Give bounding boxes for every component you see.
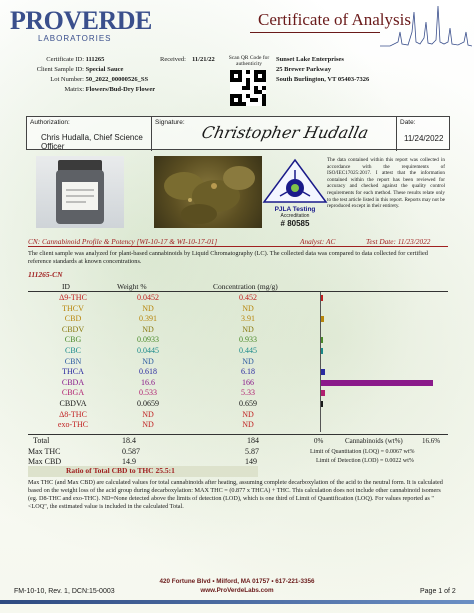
footer-website[interactable]: www.ProVerdeLabs.com xyxy=(200,587,274,594)
cannabinoid-id: CBC xyxy=(64,346,81,355)
calculation-notes: Max THC (and Max CBD) are calculated values for total cannabinoids after heating, assuming complete decarboxylation of the acid to the neutral form. It is calculated based on the weight loss of the acid group during decarboxylation: MAX THC = (0.877 x THCA) + THC. This calculation does not include other cannabinoid isomers (eg. D8-THC and exo-THC). ND=None detected above the limits of detection (LOD), which is one third of Limit of Quantification (LOQ). For values reported as "<LOQ", the estimated value is included in the calculated Total. xyxy=(28,479,443,510)
section-rule xyxy=(28,246,448,247)
table-row xyxy=(28,325,328,336)
form-id: FM-10-10, Rev. 1, DCN:15-0003 xyxy=(14,588,115,595)
table-row xyxy=(28,314,328,325)
chart-cannabinoids-label: Cannabinoids (wt%) xyxy=(345,437,403,445)
cannabinoid-id: CBD xyxy=(64,314,82,324)
cannabinoid-id: Δ8-THC xyxy=(59,409,87,419)
cannabinoid-bar xyxy=(321,380,433,386)
max-thc-weight: 0.587 xyxy=(122,447,140,456)
authorization-label: Authorization: xyxy=(30,119,70,126)
cannabinoid-bar xyxy=(321,337,323,343)
table-header-rule xyxy=(28,291,448,292)
date-cell xyxy=(397,117,451,151)
qr-code-icon[interactable] xyxy=(230,70,266,106)
signature-label: Signature: xyxy=(155,119,185,126)
pjla-triangle-icon xyxy=(262,158,328,204)
table-row xyxy=(28,410,328,421)
cannabinoid-concentration: ND xyxy=(242,303,254,313)
cannabinoid-concentration: 166 xyxy=(242,377,254,387)
sample-jar-photo xyxy=(36,156,124,228)
max-cbd-concentration: 149 xyxy=(245,457,257,466)
col-header-weight: Weight % xyxy=(117,282,147,291)
total-concentration: 184 xyxy=(247,436,259,445)
logo-sub-text: LABORATORIES xyxy=(38,34,112,43)
received-date: 11/21/22 xyxy=(192,56,215,63)
cannabinoid-bar xyxy=(321,369,325,375)
cannabinoid-bar xyxy=(321,295,323,301)
chart-zero-label: 0% xyxy=(314,437,324,445)
cannabinoid-id: exo-THC xyxy=(57,420,89,430)
table-row xyxy=(28,346,328,357)
table-row xyxy=(28,304,328,315)
max-thc-label: Max THC xyxy=(28,447,61,456)
cannabinoid-bar xyxy=(321,316,324,322)
signature-cell xyxy=(152,117,397,151)
section-title: CN: Cannabinoid Profile & Potency [WI-10-17 & WI-10-17-01] xyxy=(28,237,218,246)
cannabinoid-weight: ND xyxy=(142,356,154,366)
table-row xyxy=(28,378,328,389)
cannabinoid-weight: ND xyxy=(142,409,154,419)
table-row xyxy=(28,420,328,431)
cannabinoid-bar xyxy=(321,348,323,354)
logo-main-text: PROVERDE xyxy=(10,6,152,35)
page-number: Page 1 of 2 xyxy=(420,588,456,595)
cannabinoid-concentration: ND xyxy=(242,356,254,366)
certificate-id: 111265 xyxy=(85,56,105,63)
cbd-thc-ratio: Ratio of Total CBD to THC 25.5:1 xyxy=(28,466,258,477)
total-weight: 18.4 xyxy=(122,436,136,445)
cannabinoid-id: CBN xyxy=(64,356,82,366)
chromatogram-icon xyxy=(380,2,472,48)
table-row xyxy=(28,388,328,399)
cannabinoid-id: CBDA xyxy=(61,377,85,387)
cannabinoid-weight: 0.0452 xyxy=(137,293,159,302)
header xyxy=(0,0,474,50)
bud-image xyxy=(154,156,262,228)
analyst: Analyst: AC xyxy=(300,237,336,246)
table-row xyxy=(28,335,328,346)
client-name: Sunset Lake Enterprises xyxy=(276,56,344,63)
test-date: Test Date: 11/23/2022 xyxy=(366,237,431,246)
pjla-accreditation-logo xyxy=(262,158,328,228)
lot-number: 50_2022_00000526_SS xyxy=(85,76,149,83)
table-row xyxy=(28,399,328,410)
cannabinoid-weight: 16.6 xyxy=(141,377,155,387)
loq-label: Limit of Quantitation (LOQ) = 0.0067 wt% xyxy=(310,449,415,455)
accreditation-statement: The data contained within this report was collected in accordance with the requirements of ISO/IEC17025:2017. I attest that the information contained within the report has been reviewed for accuracy and checked against the quality control requirements for each method. These results relate only to the test article listed in this report. Reports may not be reproduced except in their entirety. xyxy=(327,157,445,210)
document-title: Certificate of Analysis xyxy=(258,10,411,29)
cannabinoid-id: CBG xyxy=(64,335,82,345)
cannabinoid-weight: 0.0445 xyxy=(137,346,159,355)
footer-color-bar xyxy=(0,600,474,604)
cannabinoid-concentration: 5.33 xyxy=(241,388,255,398)
col-header-id: ID xyxy=(62,282,70,291)
cannabinoid-concentration: 0.933 xyxy=(239,335,257,345)
cannabinoid-id: CBDVA xyxy=(59,399,87,408)
table-row xyxy=(28,357,328,368)
client-city: South Burlington, VT 05403-7326 xyxy=(276,76,370,83)
cannabinoid-concentration: ND xyxy=(242,409,254,419)
proverde-logo xyxy=(10,8,160,48)
matrix-label: Matrix: xyxy=(64,86,84,93)
pjla-accreditation-text: Accreditation xyxy=(280,213,310,219)
signoff-box xyxy=(26,116,450,150)
table-row xyxy=(28,367,328,378)
jar-image xyxy=(36,156,124,228)
cannabinoid-id: THCV xyxy=(62,303,84,313)
table-row xyxy=(28,293,328,304)
pjla-number: # 80585 xyxy=(280,219,310,228)
client-address xyxy=(276,55,456,85)
received-label: Received: xyxy=(160,56,186,63)
authorization-name: Chris Hudalla, Chief Science Officer xyxy=(41,133,143,151)
chart-max-value: 16.6% xyxy=(422,437,441,445)
cannabinoid-bar xyxy=(321,390,325,396)
lot-number-label: Lot Number: xyxy=(50,76,84,83)
sample-info xyxy=(22,55,222,95)
cannabinoid-concentration: ND xyxy=(242,324,254,334)
date-label: Date: xyxy=(400,119,416,126)
footer-address: 420 Fortune Blvd • Milford, MA 01757 • 617-221-3356 xyxy=(159,578,315,585)
method-description: The client sample was analyzed for plant-based cannabinoids by Liquid Chromatography (LC). The collected data was compared to data collected for certified reference standards at known concentrations. xyxy=(28,250,428,265)
max-cbd-label: Max CBD xyxy=(28,457,62,466)
flower-bud-photo xyxy=(154,156,262,228)
cannabinoid-weight: ND xyxy=(142,303,154,313)
cannabinoid-concentration: 0.445 xyxy=(239,346,257,355)
cannabinoid-bar xyxy=(321,401,323,407)
handwritten-signature: Christopher Hudalla xyxy=(199,123,371,142)
title-rule xyxy=(250,32,380,33)
cannabinoid-weight: 0.618 xyxy=(139,367,157,377)
sample-id: 111265-CN xyxy=(28,270,63,279)
max-thc-concentration: 5.87 xyxy=(245,447,259,456)
client-sample-id: Special Sauce xyxy=(85,66,124,73)
authorization-cell xyxy=(27,117,152,151)
cannabinoid-weight: 0.391 xyxy=(139,314,157,324)
cannabinoid-weight: ND xyxy=(142,420,154,430)
total-label: Total xyxy=(33,436,50,445)
totals-rule xyxy=(28,434,448,435)
pjla-name: PJLA Testing xyxy=(274,206,316,213)
cannabinoid-concentration: 6.18 xyxy=(241,367,255,377)
sign-date: 11/24/2022 xyxy=(404,134,444,143)
cannabinoid-weight: 0.0659 xyxy=(137,399,159,408)
cannabinoid-concentration: 0.452 xyxy=(239,293,257,302)
cannabinoid-concentration: 0.659 xyxy=(239,399,257,408)
cannabinoid-id: THCA xyxy=(62,367,84,377)
certificate-id-label: Certificate ID: xyxy=(46,56,84,63)
cannabinoid-id: CBDV xyxy=(61,324,85,334)
client-sample-id-label: Client Sample ID: xyxy=(36,66,84,73)
cannabinoid-weight: 0.533 xyxy=(139,388,157,398)
lod-label: Limit of Detection (LOD) = 0.0022 wt% xyxy=(316,458,414,464)
cannabinoid-concentration: 3.91 xyxy=(241,314,255,324)
cannabinoid-weight: 0.0933 xyxy=(137,335,159,345)
cannabinoid-weight: ND xyxy=(142,324,154,334)
client-street: 25 Brewer Parkway xyxy=(276,66,331,73)
cannabinoid-concentration: ND xyxy=(242,420,254,430)
matrix: Flowers/Bud-Dry Flower xyxy=(85,86,156,93)
chart-axis xyxy=(320,292,321,432)
qr-caption: Scan QR Code for authenticity xyxy=(228,55,270,67)
col-header-concentration: Concentration (mg/g) xyxy=(213,282,278,291)
cannabinoid-id: CBGA xyxy=(61,388,85,398)
cannabinoid-id: Δ9-THC xyxy=(59,293,87,302)
max-cbd-weight: 14.9 xyxy=(122,457,136,466)
